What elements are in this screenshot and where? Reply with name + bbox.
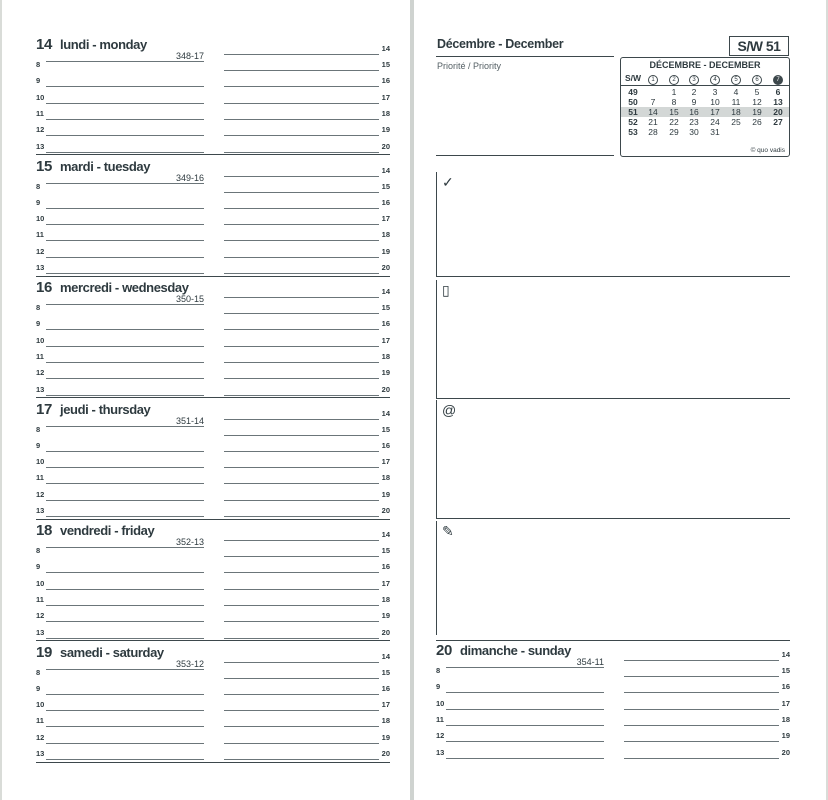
day-separator	[36, 640, 390, 641]
day-block	[36, 644, 390, 765]
hour-label-left: 13	[36, 627, 45, 637]
weekday-circle	[747, 73, 767, 85]
hour-label-left: 8	[36, 60, 41, 69]
day-number: 16	[36, 279, 53, 296]
hour-row	[36, 380, 390, 396]
hour-label-right: 18	[381, 594, 390, 604]
weekday-number: 1	[648, 75, 658, 85]
writing-line[interactable]	[46, 395, 204, 396]
calendar-day[interactable]: 23	[689, 117, 699, 127]
calendar-day[interactable]: 31	[710, 127, 720, 137]
note-section-border	[436, 280, 437, 399]
day-block	[36, 279, 390, 400]
mini-calendar-footer: © quo vadis	[750, 147, 785, 154]
pencil-icon: ✎	[442, 523, 454, 539]
day-number: 18	[36, 522, 53, 539]
weekday-circle	[705, 73, 725, 85]
hour-label-left: 11	[36, 594, 44, 604]
hour-label-left: 9	[36, 76, 41, 86]
hour-label-right: 14	[381, 287, 390, 296]
day-of-year-code: 354-11	[576, 657, 604, 667]
hour-label-right: 16	[381, 319, 390, 329]
hour-label-left: 8	[36, 667, 41, 677]
calendar-day[interactable]: 27	[773, 117, 783, 127]
hour-label-right: 20	[781, 747, 790, 757]
hour-label-right: 16	[381, 76, 390, 86]
mini-calendar-week-row	[621, 127, 789, 137]
hour-label-right: 17	[381, 92, 390, 102]
hour-row	[36, 314, 390, 330]
day-block	[436, 642, 790, 763]
note-section[interactable]	[436, 280, 790, 399]
hour-row	[36, 744, 390, 760]
day-block	[36, 522, 390, 643]
note-section-divider	[436, 518, 790, 519]
calendar-day[interactable]: 8	[671, 97, 677, 107]
calendar-day[interactable]: 29	[669, 127, 679, 137]
hour-label-right: 20	[381, 506, 390, 515]
hour-label-left: 9	[436, 682, 441, 692]
hour-label-right: 19	[781, 731, 790, 741]
hour-row	[36, 363, 390, 379]
week-number: 51	[628, 107, 638, 117]
hour-label-right: 18	[381, 230, 390, 240]
hour-label-right: 17	[381, 457, 390, 467]
hour-row	[36, 158, 390, 177]
writing-line[interactable]	[624, 758, 779, 759]
hour-label-right: 19	[381, 368, 390, 378]
hour-label-right: 19	[381, 246, 390, 256]
hour-row	[36, 679, 390, 695]
calendar-day[interactable]: 17	[710, 107, 720, 117]
hour-row	[36, 420, 390, 436]
day-name: samedi - saturday	[60, 644, 164, 660]
hour-label-right: 17	[381, 578, 390, 588]
week-number-badge: S/W 51	[729, 36, 789, 56]
calendar-day[interactable]: 16	[689, 107, 699, 117]
day-block	[36, 158, 390, 279]
hour-row	[36, 541, 390, 557]
hour-label-right: 17	[781, 698, 790, 708]
day-name: vendredi - friday	[60, 523, 155, 538]
hour-row	[36, 711, 390, 727]
note-section-divider	[436, 276, 790, 277]
hour-label-right: 17	[381, 335, 390, 345]
calendar-day[interactable]: 1	[671, 87, 677, 97]
hour-row	[36, 590, 390, 606]
weekday-circle	[684, 73, 704, 85]
hour-label-left: 12	[36, 125, 45, 135]
hour-row	[36, 137, 390, 153]
calendar-day[interactable]: 11	[731, 97, 741, 107]
writing-line[interactable]	[224, 516, 379, 517]
weekday-number: 3	[689, 75, 699, 85]
hour-row	[36, 525, 390, 541]
hour-row	[36, 644, 390, 663]
calendar-day[interactable]: 13	[773, 97, 783, 107]
calendar-day[interactable]: 4	[733, 87, 739, 97]
hour-row	[36, 663, 390, 679]
hour-row	[36, 193, 390, 209]
hour-label-left: 9	[36, 319, 41, 329]
hour-label-right: 15	[381, 181, 390, 191]
calendar-day[interactable]: 25	[731, 117, 741, 127]
hour-row	[36, 225, 390, 241]
hour-row	[36, 501, 390, 517]
note-section-border	[436, 400, 437, 519]
hour-label-left: 8	[436, 666, 441, 675]
weekday-number: 6	[752, 75, 762, 85]
writing-line[interactable]	[224, 152, 379, 153]
hour-label-left: 13	[436, 747, 445, 757]
writing-line[interactable]	[446, 758, 604, 759]
note-section-divider	[436, 398, 790, 399]
writing-line[interactable]	[46, 759, 204, 760]
day-number: 19	[36, 643, 53, 661]
day-number: 20	[436, 642, 453, 659]
mini-calendar-title: DÉCEMBRE - DECEMBER	[649, 60, 761, 70]
calendar-day[interactable]: 10	[710, 97, 720, 107]
hour-label-right: 15	[381, 60, 390, 69]
hour-label-right: 17	[381, 214, 390, 224]
calendar-day[interactable]: 30	[689, 127, 699, 137]
right-page	[414, 0, 826, 800]
calendar-day[interactable]: 14	[648, 107, 658, 117]
day-separator	[36, 276, 390, 277]
hour-label-right: 14	[781, 650, 790, 659]
day-of-year-code: 352-13	[175, 537, 204, 547]
hour-label-right: 17	[381, 700, 390, 710]
hour-label-left: 10	[36, 457, 45, 467]
day-number: 15	[36, 157, 53, 175]
hour-label-left: 13	[36, 141, 45, 151]
hour-label-right: 18	[781, 714, 790, 724]
hour-row	[36, 574, 390, 590]
hour-label-right: 16	[381, 562, 390, 572]
checkmark-icon: ✓	[442, 174, 454, 190]
hour-label-left: 12	[436, 731, 445, 741]
hour-label-left: 9	[36, 683, 41, 693]
day-separator	[36, 519, 390, 520]
hour-label-right: 20	[381, 627, 390, 637]
day-name: mercredi - wednesday	[60, 280, 189, 295]
hour-row	[36, 120, 390, 136]
writing-line[interactable]	[224, 273, 379, 274]
hour-label-left: 11	[436, 714, 444, 724]
hour-label-left: 10	[36, 578, 45, 588]
hour-label-left: 11	[36, 351, 44, 361]
day-of-year-code: 350-15	[175, 294, 204, 304]
calendar-day[interactable]: 9	[691, 97, 697, 107]
hour-row	[36, 282, 390, 298]
hour-label-right: 14	[381, 651, 390, 661]
hour-row	[36, 258, 390, 274]
calendar-day[interactable]: 26	[752, 117, 762, 127]
hour-row	[36, 452, 390, 468]
hour-label-left: 12	[36, 732, 45, 742]
hour-label-left: 10	[36, 214, 45, 224]
priority-underline	[436, 155, 614, 156]
hour-label-left: 10	[36, 335, 45, 345]
hour-label-left: 10	[36, 92, 45, 102]
hour-label-left: 11	[36, 230, 44, 240]
calendar-day[interactable]: 12	[752, 97, 762, 107]
hour-row	[36, 436, 390, 452]
hour-row	[36, 623, 390, 639]
note-section[interactable]	[436, 521, 790, 635]
hour-row	[36, 209, 390, 225]
note-section-border	[436, 521, 437, 635]
calendar-day[interactable]: 7	[650, 97, 656, 107]
weekday-circle	[768, 73, 788, 85]
hour-row	[36, 104, 390, 120]
hour-label-right: 18	[381, 108, 390, 118]
mini-calendar-week-row	[621, 117, 789, 127]
day-name: dimanche - sunday	[460, 643, 571, 658]
mini-calendar-week-row	[621, 97, 789, 107]
day-number: 14	[36, 36, 53, 53]
hour-label-right: 14	[381, 165, 390, 175]
hour-label-right: 19	[381, 489, 390, 499]
hour-label-left: 10	[436, 698, 445, 708]
at-sign-icon: @	[442, 402, 457, 418]
note-section[interactable]	[436, 400, 790, 519]
hour-row	[36, 401, 390, 420]
hour-label-left: 8	[36, 181, 41, 191]
calendar-day[interactable]: 2	[691, 87, 697, 97]
hour-row	[36, 557, 390, 573]
hour-label-left: 9	[36, 440, 41, 450]
hour-row	[436, 694, 790, 710]
weekday-circle	[643, 73, 663, 85]
hour-row	[36, 71, 390, 87]
day-name: mardi - tuesday	[60, 158, 151, 174]
hour-label-right: 20	[381, 749, 390, 758]
calendar-day[interactable]: 5	[754, 87, 760, 97]
writing-line[interactable]	[46, 152, 204, 153]
hour-row	[36, 468, 390, 484]
hour-row	[36, 55, 390, 71]
hour-label-right: 18	[381, 473, 390, 483]
month-title: Décembre - December	[437, 37, 564, 51]
calendar-day[interactable]: 15	[669, 107, 679, 117]
writing-line[interactable]	[224, 759, 379, 760]
note-section-border	[436, 172, 437, 277]
day-name: jeudi - thursday	[60, 401, 151, 417]
hour-label-right: 16	[781, 682, 790, 692]
writing-line[interactable]	[46, 516, 204, 517]
mini-calendar-header	[621, 73, 789, 86]
calendar-day[interactable]: 22	[669, 117, 679, 127]
hour-label-right: 14	[381, 530, 390, 539]
day-separator	[36, 762, 390, 763]
day-of-year-code: 349-16	[175, 172, 204, 183]
hour-label-right: 15	[781, 666, 790, 675]
hour-row	[436, 661, 790, 677]
mini-calendar-week-row	[621, 107, 789, 117]
calendar-day[interactable]: 24	[710, 117, 720, 127]
hour-label-right: 19	[381, 611, 390, 621]
calendar-day[interactable]: 19	[752, 107, 762, 117]
hour-label-right: 18	[381, 716, 390, 726]
hour-row	[436, 743, 790, 759]
hour-label-right: 20	[381, 263, 390, 272]
hour-row	[36, 242, 390, 258]
sunday-top-divider	[436, 640, 790, 641]
day-of-year-code: 348-17	[175, 51, 204, 61]
hour-label-left: 8	[36, 546, 41, 555]
hour-label-right: 15	[381, 546, 390, 555]
hour-label-right: 14	[381, 44, 390, 53]
hour-label-left: 11	[36, 108, 44, 118]
hour-row	[36, 177, 390, 193]
mobile-phone-icon: ▯	[442, 282, 450, 298]
hour-label-left: 12	[36, 368, 45, 378]
day-name: lundi - monday	[60, 37, 147, 52]
hour-row	[436, 710, 790, 726]
hour-row	[36, 39, 390, 55]
calendar-day[interactable]: 3	[712, 87, 718, 97]
hour-row	[436, 726, 790, 742]
mini-calendar	[620, 57, 790, 157]
hour-label-right: 18	[381, 351, 390, 361]
hour-row	[436, 677, 790, 693]
hour-label-right: 15	[381, 303, 390, 312]
note-section[interactable]	[436, 172, 790, 277]
day-separator	[36, 154, 390, 155]
hour-label-right: 19	[381, 732, 390, 742]
weekday-circle	[664, 73, 684, 85]
hour-label-left: 9	[36, 197, 41, 207]
hour-row	[36, 728, 390, 744]
hour-label-left: 13	[36, 384, 45, 394]
weekday-number: 4	[710, 75, 720, 85]
hour-label-left: 13	[36, 749, 45, 758]
weekday-number: 5	[731, 75, 741, 85]
week-number: 50	[628, 97, 638, 107]
hour-label-left: 13	[36, 506, 45, 515]
month-title-underline	[436, 56, 614, 57]
calendar-day[interactable]: 18	[731, 107, 741, 117]
weekday-number: 7	[773, 75, 783, 85]
hour-label-right: 19	[381, 125, 390, 135]
weekday-number: 2	[669, 75, 679, 85]
day-separator	[36, 397, 390, 398]
hour-label-left: 13	[36, 263, 45, 272]
week-number: 49	[628, 87, 638, 97]
hour-label-left: 9	[36, 562, 41, 572]
calendar-day[interactable]: 20	[773, 107, 783, 117]
hour-label-left: 8	[36, 303, 41, 312]
hour-label-left: 8	[36, 424, 41, 434]
hour-label-left: 12	[36, 246, 45, 256]
weekday-circle	[726, 73, 746, 85]
hour-label-left: 12	[36, 489, 45, 499]
hour-label-right: 16	[381, 197, 390, 207]
writing-line[interactable]	[224, 395, 379, 396]
hour-label-right: 20	[381, 384, 390, 394]
day-number: 17	[36, 400, 53, 418]
writing-line[interactable]	[224, 638, 379, 639]
hour-row	[36, 298, 390, 314]
hour-label-right: 15	[381, 667, 390, 677]
hour-label-right: 20	[381, 141, 390, 151]
hour-label-left: 11	[36, 473, 44, 483]
hour-row	[36, 347, 390, 363]
week-number: 52	[628, 117, 638, 127]
calendar-day[interactable]: 6	[775, 87, 781, 97]
hour-label-right: 14	[381, 408, 390, 418]
hour-row	[36, 88, 390, 104]
priority-label: Priorité / Priority	[437, 61, 502, 71]
hour-label-right: 15	[381, 424, 390, 434]
day-block	[36, 401, 390, 522]
writing-line[interactable]	[46, 273, 204, 274]
hour-row	[436, 645, 790, 661]
mini-calendar-week-row	[621, 87, 789, 97]
day-block	[36, 36, 390, 157]
day-of-year-code: 351-14	[175, 415, 204, 426]
hour-label-right: 16	[381, 683, 390, 693]
calendar-day[interactable]: 21	[648, 117, 658, 127]
calendar-day[interactable]: 28	[648, 127, 658, 137]
day-of-year-code: 353-12	[175, 658, 204, 669]
hour-row	[36, 695, 390, 711]
hour-row	[36, 606, 390, 622]
hour-label-left: 10	[36, 700, 45, 710]
writing-line[interactable]	[46, 638, 204, 639]
hour-label-right: 16	[381, 440, 390, 450]
hour-label-left: 12	[36, 611, 45, 621]
mini-calendar-week-header: S/W	[624, 73, 642, 83]
hour-label-left: 11	[36, 716, 44, 726]
hour-row	[36, 331, 390, 347]
hour-row	[36, 485, 390, 501]
week-number: 53	[628, 127, 638, 137]
left-page	[2, 0, 410, 800]
